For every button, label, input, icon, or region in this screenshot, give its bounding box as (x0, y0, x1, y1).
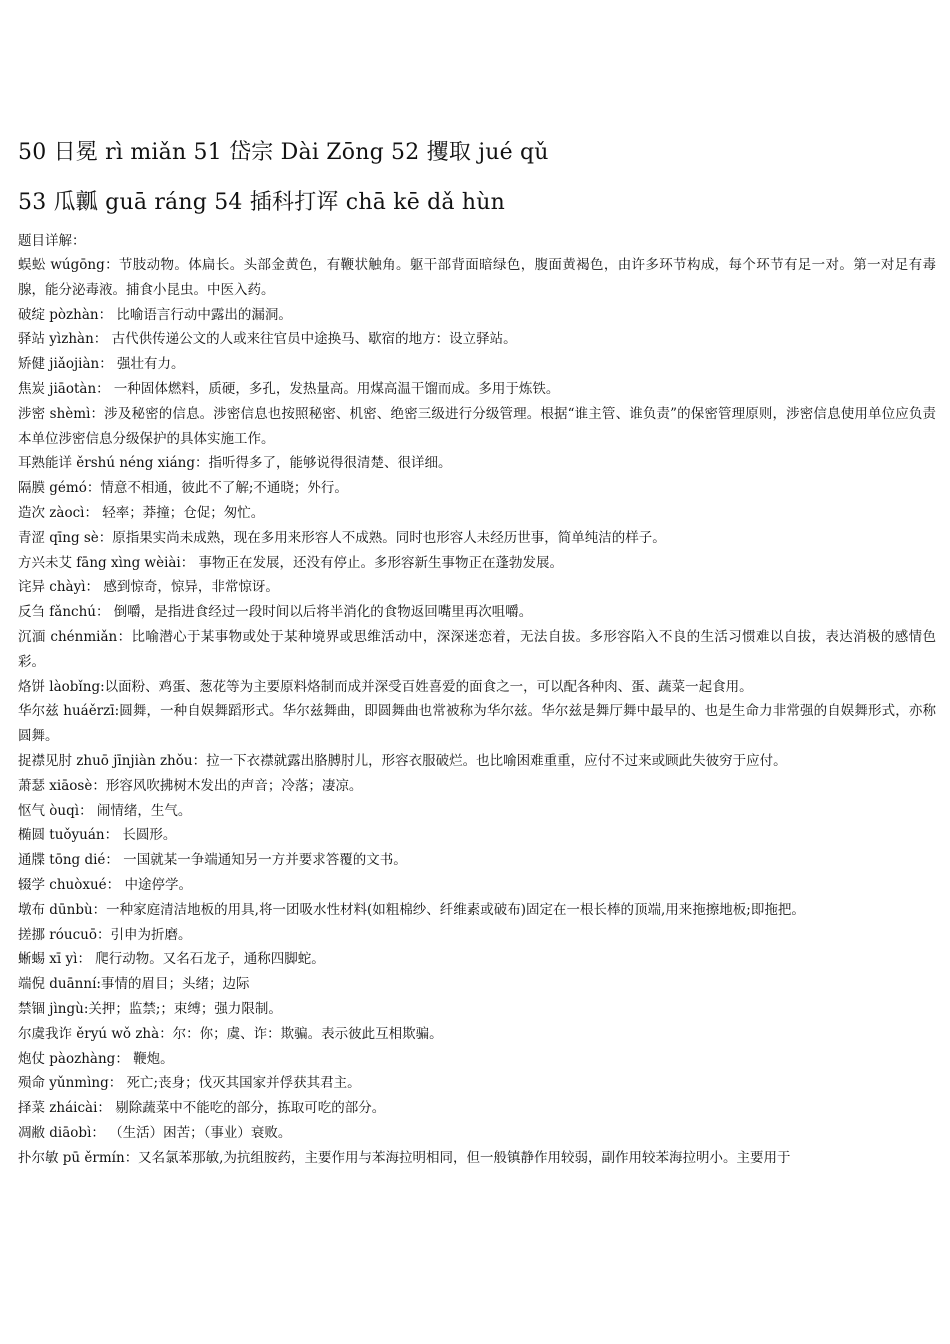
entry-text: ： 一种固体燃料，质硬，多孔，发热量高。用煤高温干馏而成。多用于炼铁。 (96, 380, 560, 397)
entry-term: 凋敝 diāobì (18, 1124, 92, 1141)
definition-entry (18, 997, 936, 1022)
entry-term: 捉襟见肘 zhuō jīnjiàn zhǒu (18, 752, 193, 769)
entry-text: :事情的眉目；头绪；边际 (96, 976, 250, 993)
definition-entry (18, 352, 936, 377)
definition-entry (18, 402, 936, 452)
definition-entry (18, 625, 936, 675)
entry-term: 搓挪 róucuō (18, 926, 97, 943)
definition-entry (18, 526, 936, 551)
entry-term: 隔膜 gémó (18, 480, 87, 497)
entry-text: ： 闹情绪，生气。 (79, 802, 192, 819)
definition-entry (18, 551, 936, 576)
definition-entry (18, 774, 936, 799)
entry-text: ：情意不相通，彼此不了解;不通晓；外行。 (86, 480, 348, 497)
definition-entry (18, 799, 936, 824)
entry-text: ：又名氯苯那敏,为抗组胺药，主要作用与苯海拉明相同，但一般镇静作用较弱，副作用较苯海拉明小。主要用于 (124, 1149, 791, 1166)
entry-term: 择菜 zháicài (18, 1100, 98, 1117)
entry-term: 涉密 shèmì (18, 405, 91, 422)
heading-line-1: 50 日冕 rì miǎn 51 岱宗 Dài Zōng 52 攫取 jué qǔ (18, 140, 549, 165)
definition-entry (18, 923, 936, 948)
definition-entry (18, 1047, 936, 1072)
entry-text: ：尔：你；虞、诈：欺骗。表示彼此互相欺骗。 (159, 1025, 443, 1042)
definition-entry (18, 972, 936, 997)
entry-text: ：原指果实尚未成熟，现在多用来形容人不成熟。同时也形容人未经历世事，简单纯洁的样子。 (98, 529, 666, 546)
entry-term: 破绽 pòzhàn (18, 306, 99, 323)
entry-text: ：节肢动物。体扁长。头部金黄色，有鞭状触角。躯干部背面暗绿色，腹面黄褐色，由许多环节构成，每个环节有足一对。第一对足有毒腺，能分泌毒液。捕食小昆虫。中医入药。 (18, 257, 936, 298)
entry-text: ： 倒嚼，是指进食经过一段时间以后将半消化的食物返回嘴里再次咀嚼。 (95, 604, 533, 621)
entry-term: 炮仗 pàozhàng (18, 1050, 116, 1067)
entry-text: ： 中途停学。 (106, 876, 192, 893)
entry-text: ： 事物正在发展，还没有停止。多形容新生事物正在蓬勃发展。 (180, 554, 564, 571)
entry-term: 蜥蜴 xī yì (18, 951, 78, 968)
section-label: 题目详解： (18, 233, 86, 249)
entry-text: :以面粉、鸡蛋、葱花等为主要原料烙制而成并深受百姓喜爱的面食之一，可以配各种肉、蛋、蔬菜一起食用。 (100, 678, 753, 695)
entry-term: 方兴未艾 fāng xìng wèiài (18, 554, 181, 571)
entry-term: 辍学 chuòxué (18, 876, 107, 893)
entry-term: 墩布 dūnbù (18, 901, 93, 918)
entry-text: ：形容风吹拂树木发出的声音；冷落；凄凉。 (92, 777, 363, 794)
entry-text: ： 死亡;丧身；伐灭其国家并俘获其君主。 (108, 1075, 361, 1092)
entry-text: ： 感到惊奇，惊异，非常惊讶。 (85, 579, 279, 596)
entry-text: ： 剔除蔬菜中不能吃的部分，拣取可吃的部分。 (97, 1100, 386, 1117)
entry-text: ： 长圆形。 (104, 827, 177, 844)
definition-list (18, 253, 936, 1170)
heading-line-2: 53 瓜瓤 guā ráng 54 插科打诨 chā kē dǎ hùn (18, 190, 506, 215)
entry-text: ： 比喻语言行动中露出的漏洞。 (98, 306, 292, 323)
definition-entry (18, 898, 936, 923)
definition-entry (18, 253, 936, 303)
definition-entry (18, 823, 936, 848)
entry-term: 青涩 qīng sè (18, 529, 99, 546)
entry-text: :关押；监禁;；束缚；强力限制。 (83, 1000, 282, 1017)
definition-entry (18, 600, 936, 625)
entry-term: 焦炭 jiāotàn (18, 380, 97, 397)
entry-text: ：比喻潜心于某事物或处于某种境界或思维活动中，深深迷恋着，无法自拔。多形容陷入不良的生活习惯难以自拔，表达消极的感情色彩。 (18, 628, 937, 670)
entry-text: ：涉及秘密的信息。涉密信息也按照秘密、机密、绝密三级进行分级管理。根据“谁主管、谁负责”的保密管理原则，涉密信息使用单位应负责本单位涉密信息分级保护的具体实施工作。 (18, 405, 936, 447)
definition-entry (18, 848, 936, 873)
entry-term: 烙饼 làobǐng (18, 678, 101, 695)
definition-entry (18, 501, 936, 526)
definition-entry (18, 699, 936, 749)
entry-term: 怄气 òuqì (18, 802, 80, 819)
entry-text: ：一种家庭清洁地板的用具,将一团吸水性材料(如粗棉纱、纤维素或破布)固定在一根长棒的顶端,用来拖擦地板;即拖把。 (92, 901, 805, 918)
entry-text: ： 鞭炮。 (115, 1050, 174, 1067)
entry-term: 耳熟能详 ěrshú néng xiáng (18, 455, 195, 472)
entry-term: 沉湎 chénmiǎn (18, 628, 118, 645)
definition-entry (18, 873, 936, 898)
entry-term: 矫健 jiǎojiàn (18, 356, 100, 373)
entry-term: 萧瑟 xiāosè (18, 777, 93, 794)
entry-text: ：指听得多了，能够说得很清楚、很详细。 (194, 455, 452, 472)
definition-entry (18, 451, 936, 476)
definition-entry (18, 1121, 936, 1146)
entry-term: 蜈蚣 wúgōng (18, 257, 105, 273)
definition-entry (18, 1146, 936, 1171)
entry-term: 端倪 duānní (18, 976, 97, 993)
entry-term: 扑尔敏 pū ěrmín (18, 1149, 125, 1166)
entry-term: 殒命 yǔnmìng (18, 1075, 109, 1092)
entry-text: ： （生活）困苦；（事业）衰败。 (91, 1124, 292, 1141)
entry-text: ： 一国就某一争端通知另一方并要求答覆的文书。 (105, 852, 407, 869)
definition-entry (18, 1096, 936, 1121)
entry-term: 通牒 tōng dié (18, 852, 106, 869)
entry-text: ： 强壮有力。 (99, 356, 185, 373)
entry-text: ： 爬行动物。又名石龙子，通称四脚蛇。 (77, 951, 325, 968)
entry-text: ： 轻率；莽撞；仓促；匆忙。 (84, 504, 265, 521)
entry-term: 禁锢 jìngù (18, 1000, 84, 1017)
entry-text: ：引申为折磨。 (96, 926, 192, 943)
definition-entry (18, 377, 936, 402)
definition-entry (18, 947, 936, 972)
definition-entry (18, 1071, 936, 1096)
definition-entry (18, 675, 936, 700)
definition-entry (18, 303, 936, 328)
definition-entry (18, 327, 936, 352)
definition-entry (18, 1022, 936, 1047)
entry-term: 华尔兹 huáěrzī (18, 703, 115, 720)
entry-term: 尔虞我诈 ěryú wǒ zhà (18, 1025, 160, 1042)
entry-term: 诧异 chàyì (18, 579, 86, 596)
entry-term: 造次 zàocì (18, 504, 85, 521)
entry-text: :圆舞，一种自娱舞蹈形式。华尔兹舞曲，即圆舞曲也常被称为华尔兹。华尔兹是舞厅舞中最早的、也是生命力非常强的自娱舞形式，亦称圆舞。 (18, 703, 936, 745)
entry-term: 驿站 yìzhàn (18, 331, 94, 348)
definition-entry (18, 749, 936, 774)
entry-term: 反刍 fǎnchú (18, 604, 96, 621)
definition-entry (18, 476, 936, 501)
entry-term: 椭圆 tuǒyuán (18, 827, 105, 844)
entry-text: ： 古代供传递公文的人或来往官员中途换马、歇宿的地方：设立驿站。 (93, 331, 517, 348)
entry-text: ：拉一下衣襟就露出胳膊肘儿，形容衣服破烂。也比喻困难重重，应付不过来或顾此失彼穷于应付。 (192, 752, 787, 769)
definition-entry (18, 575, 936, 600)
